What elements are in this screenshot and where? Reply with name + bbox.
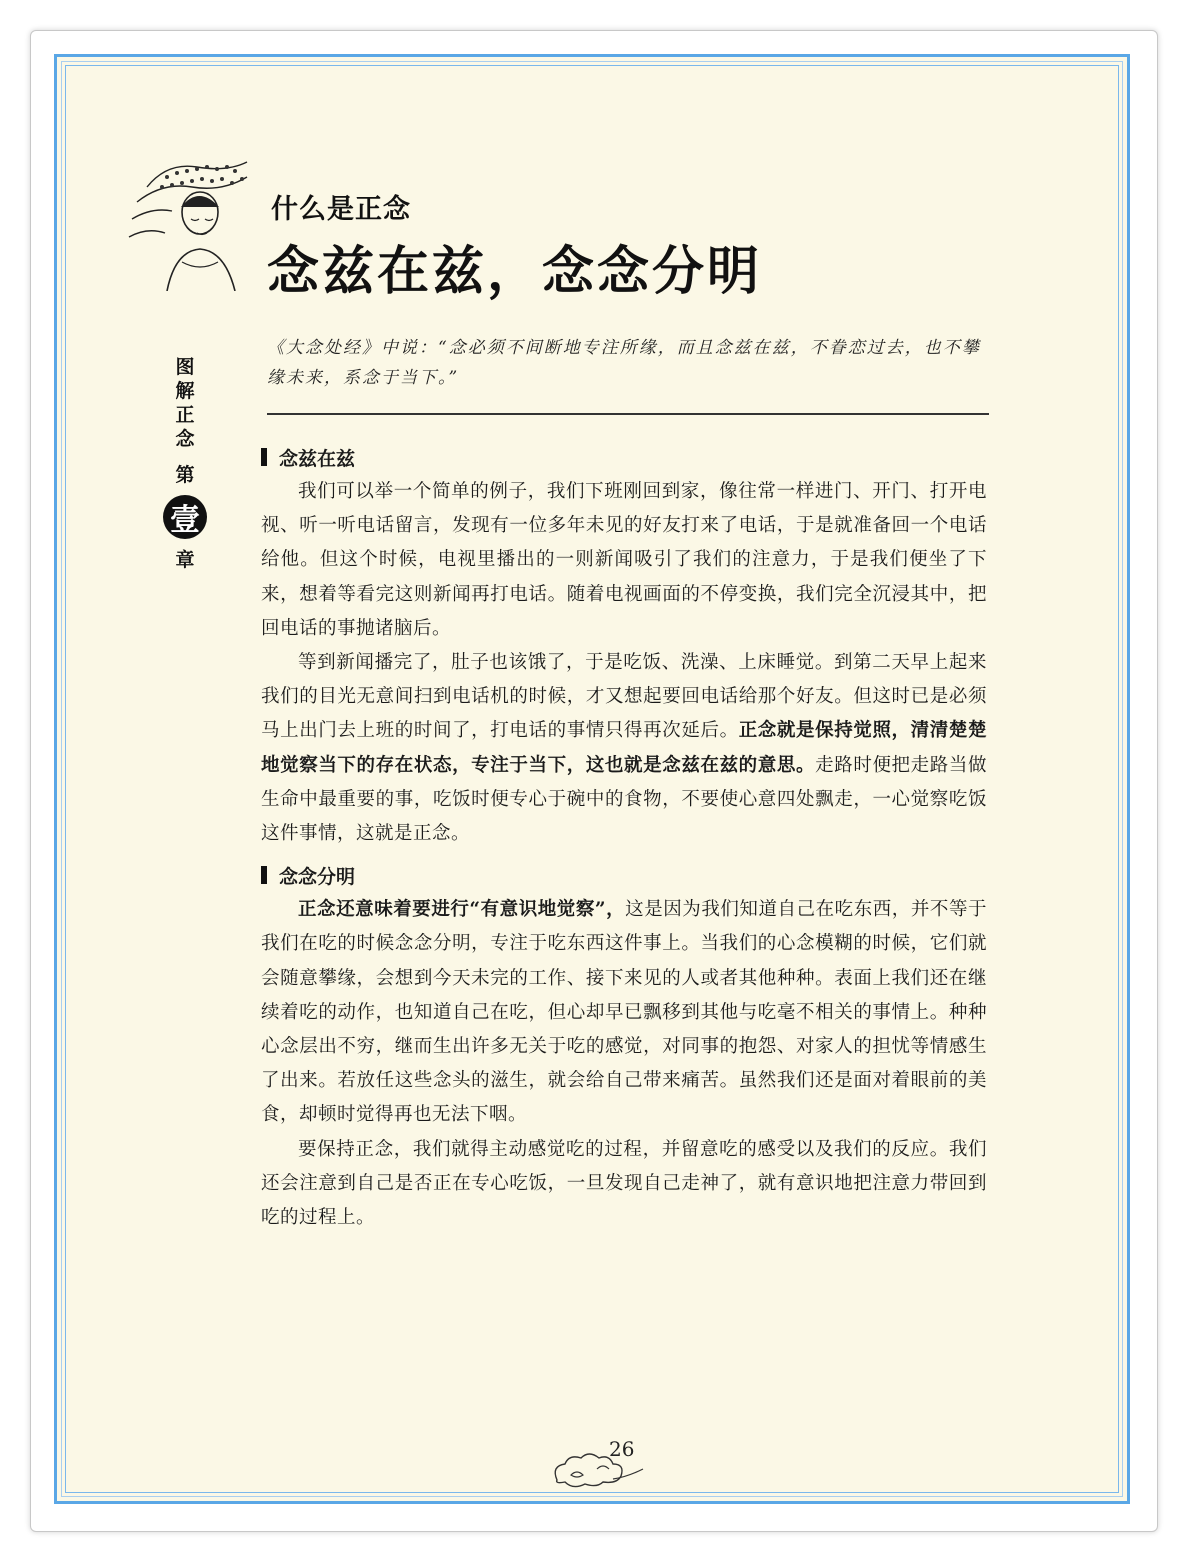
page-title: 念兹在兹，念念分明 (267, 242, 763, 302)
divider-rule (267, 413, 989, 415)
chapter-prefix: 第 (175, 464, 195, 486)
paragraph-text: 等到新闻播完了，肚子也该饿了，于是吃饭、洗澡、上床睡觉。到第二天早上起来我们的目光无意间扫到电话机的时候，才又想起要回电话给那个好友。但这时已是必须马上出门去上班的时间了，打电话的事情只得再次延后。 (261, 652, 987, 742)
book-char: 正 (175, 404, 195, 426)
chapter-suffix: 章 (175, 549, 195, 571)
paragraph (261, 893, 987, 1132)
chapter-number-badge (163, 495, 207, 539)
book-char: 解 (175, 380, 195, 402)
paragraph-text: 走路时便把走路当做生命中最重要的事，吃饭时便专心于碗中的食物，不要使心意四处飘走，一心觉察吃饭这件事情，这就是正念。 (261, 754, 987, 845)
page-number: 26 (609, 1437, 635, 1461)
subheading-marker (261, 448, 267, 466)
paragraph-text: 这是因为我们知道自己在吃东西，并不等于我们在吃的时候念念分明，专注于吃东西这件事上。当我们的心念模糊的时候，它们就会随意攀缘，会想到今天未完的工作、接下来见的人或者其他种种。表面上我们还在继续着吃的动作，也知道自己在吃，但心却早已飘移到其他与吃毫不相关的事情上。种种心念层出不穷，继而生出许多无关于吃的感觉，对同事的抱怨、对家人的担忧等情感生了出来。若放任这些念头的滋生，就会给自己带来痛苦。虽然我们还是面对着眼前的美食，却顿时觉得再也无法下咽。 (261, 899, 987, 1126)
paragraph (261, 646, 987, 851)
subheading-text: 念念分明 (279, 865, 356, 888)
subheading-2 (261, 857, 987, 893)
emphasis-text: 正念还意味着要进行“有意识地觉察”， (298, 899, 626, 921)
section-label: 什么是正念 (271, 194, 411, 225)
book-page (54, 54, 1130, 1504)
emphasis-text: 正念就是保持觉照，清清楚楚地觉察当下的存在状态，专注于当下，这也就是念兹在兹的意思。 (261, 720, 987, 776)
buddha-portrait-illustration (127, 157, 251, 291)
subheading-1 (261, 439, 987, 475)
subheading-text: 念兹在兹 (279, 447, 356, 470)
chapter-numeral: 壹 (170, 503, 200, 538)
subheading-marker (261, 866, 267, 884)
book-char: 念 (175, 428, 195, 450)
body-text (261, 439, 987, 1235)
epigraph-quote: 《大念处经》中说：“念必须不间断地专注所缘，而且念兹在兹，不眷恋过去，也不攀缘未来，系念于当下。” (267, 338, 981, 388)
side-chapter-nav (159, 355, 211, 572)
paragraph: 我们可以举一个简单的例子，我们下班刚回到家，像往常一样进门、开门、打开电视、听一听电话留言，发现有一位多年未见的好友打来了电话，于是就准备回一个电话给他。但这个时候，电视里播出的一则新闻吸引了我们的注意力，于是我们便坐了下来，想着等看完这则新闻再打电话。随着电视画面的不停变换，我们完全沉浸其中，把回电话的事抛诸脑后。 (261, 481, 987, 639)
book-title-vertical (175, 355, 194, 451)
paragraph: 要保持正念，我们就得主动感觉吃的过程，并留意吃的感受以及我们的反应。我们还会注意到自己是否正在专心吃饭，一旦发现自己走神了，就有意识地把注意力带回到吃的过程上。 (261, 1138, 987, 1229)
book-char: 图 (175, 356, 195, 378)
